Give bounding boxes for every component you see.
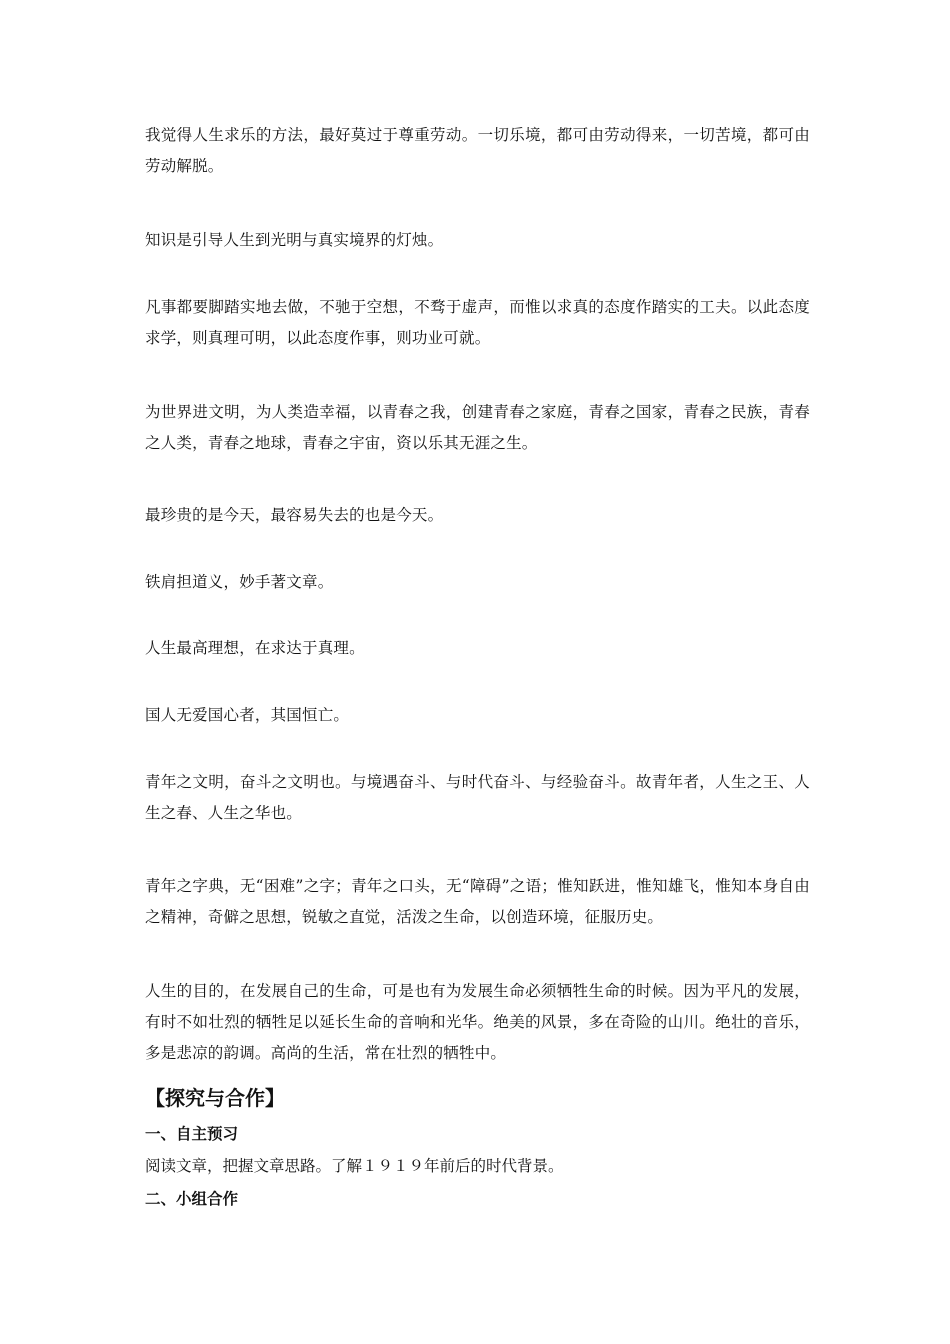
paragraph-today: 最珍贵的是今天，最容易失去的也是今天。: [145, 506, 444, 524]
paragraph-youth-dictionary: 青年之字典，无“困难”之字；青年之口头，无“障碍”之语；惟知跃进，惟知雄飞，惟知本身自由之精神，奇僻之思想，锐敏之直觉，活泼之生命，以创造环境，征服历史。: [145, 877, 810, 926]
paragraph-practical: 凡事都要脚踏实地去做，不驰于空想，不骛于虚声，而惟以求真的态度作踏实的工夫。以此态度求学，则真理可明，以此态度作事，则功业可就。: [145, 298, 810, 347]
paragraph-ideal: 人生最高理想，在求达于真理。: [145, 639, 365, 657]
paragraph-youth-civilization: 青年之文明，奋斗之文明也。与境遇奋斗、与时代奋斗、与经验奋斗。故青年者，人生之王、人生之春、人生之华也。: [145, 773, 810, 822]
paragraph-patriotism: 国人无爱国心者，其国恒亡。: [145, 706, 350, 724]
paragraph-knowledge: 知识是引导人生到光明与真实境界的灯烛。: [145, 231, 444, 249]
subsection-group-work-title: 二、小组合作: [145, 1190, 239, 1208]
paragraph-youth-world: 为世界进文明，为人类造幸福，以青春之我，创建青春之家庭，青春之国家，青春之民族，青春之人类，青春之地球，青春之宇宙，资以乐其无涯之生。: [145, 403, 810, 452]
paragraph-iron-shoulders: 铁肩担道义，妙手著文章。: [145, 573, 334, 591]
section-title: 【探究与合作】: [145, 1086, 285, 1110]
paragraph-labor: 我觉得人生求乐的方法，最好莫过于尊重劳动。一切乐境，都可由劳动得来，一切苦境，都可由劳动解脱。: [145, 126, 810, 175]
paragraph-life-purpose: 人生的目的，在发展自己的生命，可是也有为发展生命必须牺牲生命的时候。因为平凡的发展，有时不如壮烈的牺牲足以延长生命的音响和光华。绝美的风景，多在奇险的山川。绝壮的音乐，多是悲凉的韵调。高尚的生活，常在壮烈的牺牲中。: [145, 982, 810, 1062]
subsection-self-study-title: 一、自主预习: [145, 1125, 239, 1143]
subsection-self-study-text: 阅读文章，把握文章思路。了解１９１９年前后的时代背景。: [145, 1157, 564, 1175]
